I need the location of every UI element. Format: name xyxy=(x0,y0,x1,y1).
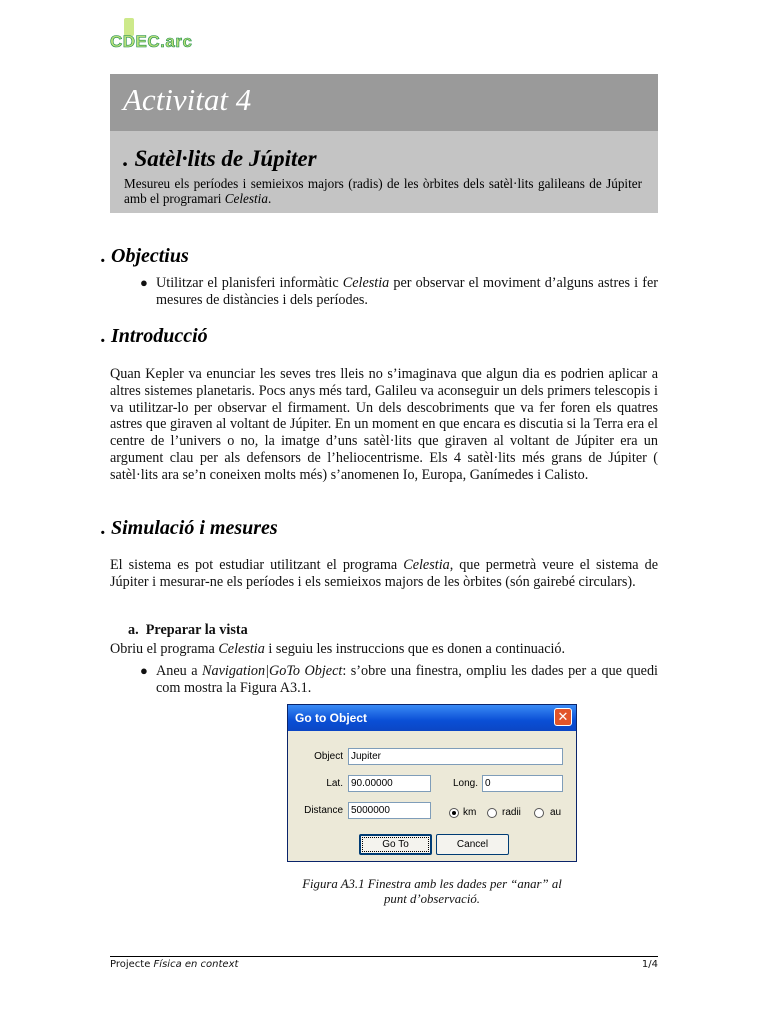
logo-text: CDEC.arc xyxy=(110,32,193,51)
object-label: Object xyxy=(314,751,343,762)
close-icon[interactable]: ✕ xyxy=(554,708,572,726)
long-label: Long. xyxy=(452,778,478,789)
subsection-a xyxy=(128,622,248,639)
au-radio[interactable] xyxy=(534,808,544,818)
objectius-text-a: Utilitzar el planisferi informàtic xyxy=(156,275,343,291)
lat-input[interactable]: 90.00000 xyxy=(348,775,431,792)
activity-subtitle: . Satèl·lits de Júpiter xyxy=(123,146,317,171)
lat-label: Lat. xyxy=(326,778,343,789)
activity-banner xyxy=(110,74,658,131)
object-input[interactable]: Jupiter xyxy=(348,748,563,765)
instructions-line xyxy=(110,641,658,658)
subsection-title: Preparar la vista xyxy=(145,622,248,638)
dialog-title: Go to Object xyxy=(295,711,367,725)
page-number: 1/4 xyxy=(641,959,658,970)
description-end: . xyxy=(267,191,272,206)
radii-label: radii xyxy=(502,807,521,818)
simulacio-text-b: , que permetrà veure el sistema de Júpiter i mesurar-ne els períodes i els semieixos majors de les òrbites (són gairebé circulars). xyxy=(110,557,658,590)
introduccio-heading: . Introducció xyxy=(101,325,208,347)
activity-description xyxy=(124,176,642,206)
bullet-dot: ● xyxy=(140,275,148,290)
km-radio[interactable] xyxy=(449,808,459,818)
au-label: au xyxy=(550,807,562,818)
simulacio-software: Celestia xyxy=(403,557,450,573)
distance-label: Distance xyxy=(304,805,343,816)
footer-divider xyxy=(110,956,658,957)
subsection-label: a. xyxy=(128,622,139,638)
radii-radio[interactable] xyxy=(487,808,497,818)
distance-input[interactable]: 5000000 xyxy=(348,802,431,819)
objectius-bullet xyxy=(140,275,658,309)
caption-line-1: Figura A3.1 Finestra amb les dades per “anar” al xyxy=(302,877,562,891)
objectius-heading: . Objectius xyxy=(101,245,189,267)
footer-project-prefix: Projecte xyxy=(110,959,154,970)
description-software: Celestia xyxy=(224,191,268,206)
figure-caption xyxy=(280,877,584,907)
dialog-titlebar xyxy=(288,705,576,731)
caption-line-2: punt d’observació. xyxy=(384,892,480,906)
long-input[interactable]: 0 xyxy=(482,775,563,792)
activity-title: Activitat 4 xyxy=(123,82,252,117)
navigation-menu-path: Navigation|GoTo Object xyxy=(202,663,343,679)
navigation-text-a: Aneu a xyxy=(156,663,203,679)
activity-subtitle-box xyxy=(110,131,658,213)
navigation-bullet-text xyxy=(156,663,658,697)
simulacio-heading: . Simulació i mesures xyxy=(101,517,278,539)
instructions-software: Celestia xyxy=(218,641,265,657)
goto-object-dialog xyxy=(287,704,577,862)
objectius-bullet-text xyxy=(156,275,658,309)
goto-button[interactable]: Go To xyxy=(359,834,432,855)
bullet-dot: ● xyxy=(140,663,148,678)
objectius-text-b: per observar el moviment d’alguns astres i fer mesures de distàncies i dels períodes. xyxy=(156,275,658,308)
simulacio-paragraph xyxy=(110,557,658,591)
description-text: Mesureu els períodes i semieixos majors (radis) de les òrbites dels satèl·lits galileans de Júpiter amb el programari xyxy=(124,176,642,206)
cancel-button[interactable]: Cancel xyxy=(436,834,509,855)
km-label: km xyxy=(463,807,477,818)
footer-project xyxy=(110,959,238,970)
instructions-text-a: Obriu el programa xyxy=(110,641,219,657)
navigation-bullet xyxy=(140,663,658,697)
objectius-software: Celestia xyxy=(342,275,390,291)
cdec-logo xyxy=(110,18,220,58)
simulacio-text-a: El sistema es pot estudiar utilitzant el programa xyxy=(110,557,404,573)
navigation-text-b: : s’obre una finestra, ompliu les dades per a que quedi com mostra la Figura A3.1. xyxy=(156,663,658,696)
instructions-text-b: i seguiu les instruccions que es donen a continuació. xyxy=(264,641,566,657)
footer-project-name: Física en context xyxy=(153,959,239,970)
introduccio-paragraph: Quan Kepler va enunciar les seves tres lleis no s’imaginava que algun dia es podrien aplicar a altres sistemes planetaris. Pocs anys més tard, Galileu va aconseguir un dels primers telescopis i va utilitzar-lo per observar el firmament. Un dels descobriments que va fer foren els quatres astres que giraven al voltant de Júpiter. En un moment en que encara es discutia si la Terra era el centre de l’univers o no, la imatge d’uns satèl·lits que giraven al voltant de Júpiter era un argument clau per als defensors de l’heliocentrisme. Els 4 satèl·lits més grans de Júpiter ( satèl·lits ara se’n coneixen molts més) s’anomenen Io, Europa, Ganímedes i Calisto. xyxy=(110,366,658,483)
